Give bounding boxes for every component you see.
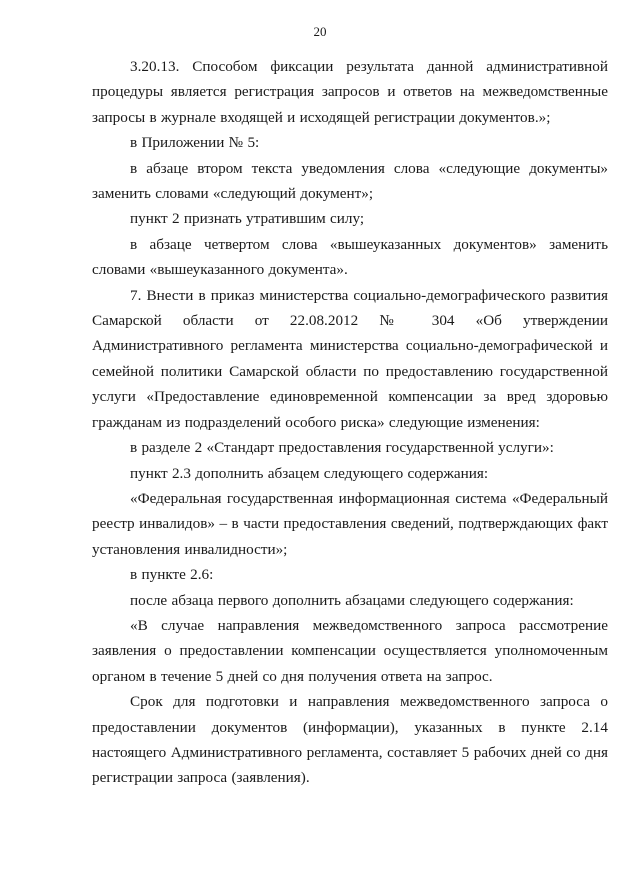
paragraph-after-first-abzac: после абзаца первого дополнить абзацами следующего содержания:	[130, 591, 574, 609]
paragraph-3-20-13: 3.20.13. Способом фиксации результата данной административной процедуры является регистрация запросов и ответов на межведомственные запросы в журнале входящей и исходящей регистрации документов.»;	[92, 58, 608, 126]
page-number: 20	[313, 24, 327, 39]
paragraph-item-2-3: пункт 2.3 дополнить абзацем следующего содержания:	[130, 464, 489, 482]
paragraph-item-7: 7. Внести в приказ министерства социально-демографического развития Самарской области от 22.08.2012 № 304 «Об утверждении Административного регламента министерства социально-демографической и семейной политики Самарской области по предоставлению государственной услуги «Предоставление единовременной компенсации за вред здоровью гражданам из подразделений особого риска» следующие изменения:	[92, 286, 608, 431]
paragraph-section-2: в разделе 2 «Стандарт предоставления государственной услуги»:	[130, 439, 554, 457]
paragraph-item-2-6: в пункте 2.6:	[130, 566, 214, 584]
paragraph-federal-registry: «Федеральная государственная информационная система «Федеральный реестр инвалидов» – в части предоставления сведений, подтверждающих факт установления инвалидности»;	[92, 489, 608, 558]
paragraph-appendix-5: в Приложении № 5:	[130, 134, 260, 152]
paragraph-fourth-abzac-change: в абзаце четвертом слова «вышеуказанных документов» заменить словами «вышеуказанного документа».	[92, 235, 608, 279]
paragraph-interagency-request: «В случае направления межведомственного запроса рассмотрение заявления о предоставлении компенсации осуществляется уполномоченным органом в течение 5 дней со дня получения ответа на запрос.	[92, 616, 608, 685]
paragraph-deadline: Срок для подготовки и направления межведомственного запроса о предоставлении документов (информации), указанных в пункте 2.14 настоящего Административного регламента, составляет 5 рабочих дней со дня регистрации запроса (заявления).	[92, 693, 608, 787]
document-body	[92, 54, 608, 791]
paragraph-item-2-void: пункт 2 признать утратившим силу;	[130, 210, 365, 228]
paragraph-notice-text-change: в абзаце втором текста уведомления слова «следующие документы» заменить словами «следующий документ»;	[92, 159, 608, 203]
